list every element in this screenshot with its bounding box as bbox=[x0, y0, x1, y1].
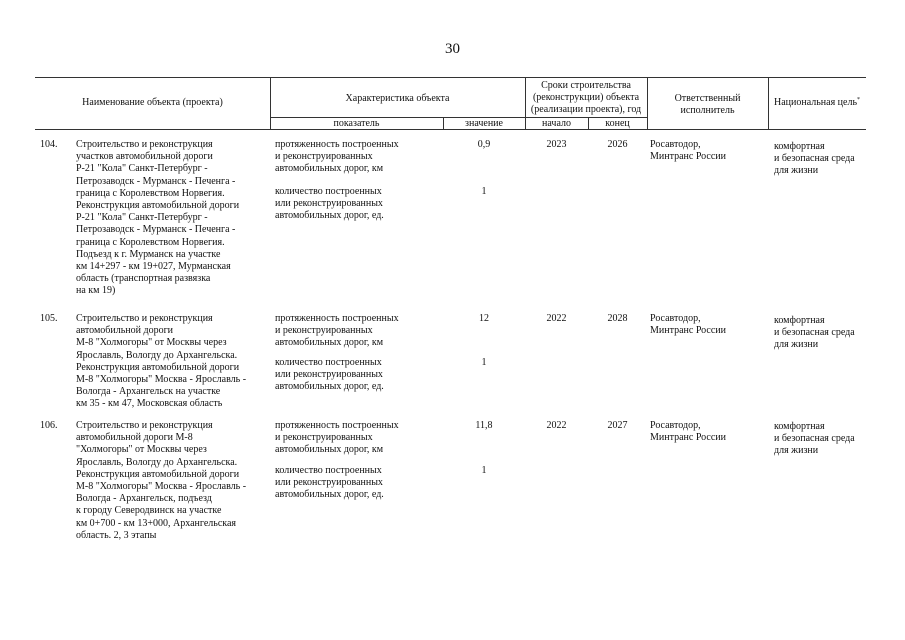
indicator-line: автомобильных дорог, ед. bbox=[275, 489, 384, 501]
object-name-line: км 0+700 - км 13+000, Архангельская bbox=[76, 517, 237, 529]
object-name-line: область (транспортная развязка bbox=[76, 273, 211, 285]
object-name-line: граница с Королевством Норвегия. bbox=[76, 236, 225, 248]
goal-line: комфортная bbox=[774, 141, 825, 152]
header-name: Наименование объекта (проекта) bbox=[82, 97, 223, 108]
header-responsible-line: Ответственный bbox=[674, 93, 741, 104]
indicator-line: протяженность построенных bbox=[275, 420, 399, 431]
goal-line: и безопасная среда bbox=[774, 327, 855, 339]
goal-line: для жизни bbox=[774, 339, 819, 351]
indicator-line: автомобильных дорог, км bbox=[275, 444, 384, 456]
page-number: 30 bbox=[445, 41, 460, 57]
header-terms-line: (реконструкции) объекта bbox=[532, 92, 640, 103]
start-year: 2022 bbox=[546, 313, 567, 324]
object-name-line: М-8 "Холмогоры" Москва - Ярославль - bbox=[76, 374, 247, 385]
header-start: начало bbox=[542, 118, 571, 129]
indicator-value: 1 bbox=[481, 186, 487, 197]
start-year: 2022 bbox=[546, 420, 567, 431]
header-top-rule bbox=[35, 77, 866, 78]
indicator-value: 11,8 bbox=[475, 420, 493, 431]
object-name-line: Реконструкция автомобильной дороги bbox=[76, 468, 240, 480]
header-terms-line: Сроки строительства bbox=[541, 80, 631, 91]
indicator-line: протяженность построенных bbox=[275, 139, 399, 150]
object-name-line: участков автомобильной дороги bbox=[76, 151, 213, 163]
indicator-line: и реконструированных bbox=[275, 325, 373, 337]
goal-line: для жизни bbox=[774, 165, 819, 177]
object-name-line: Р-21 "Кола" Санкт-Петербург - bbox=[76, 163, 208, 175]
object-name-line: на км 19) bbox=[76, 285, 116, 297]
responsible-line: Минтранс России bbox=[650, 151, 726, 163]
header-value: значение bbox=[465, 118, 503, 129]
header-responsible-line: исполнитель bbox=[680, 105, 735, 116]
indicator-line: протяженность построенных bbox=[275, 313, 399, 324]
indicator-line: автомобильных дорог, ед. bbox=[275, 381, 384, 393]
object-name-line: Петрозаводск - Мурманск - Печенга - bbox=[76, 224, 236, 236]
goal-line: и безопасная среда bbox=[774, 433, 855, 445]
object-name-line: Ярославль, Вологду до Архангельска. bbox=[76, 349, 238, 361]
object-name-line: Вологда - Архангельск, подъезд bbox=[76, 493, 212, 505]
responsible-line: Росавтодор, bbox=[650, 420, 701, 431]
indicator-line: количество построенных bbox=[275, 465, 382, 476]
header-goal bbox=[768, 97, 866, 109]
end-year: 2027 bbox=[607, 420, 628, 431]
header-indicator: показатель bbox=[333, 118, 380, 129]
object-name-line: область. 2, 3 этапы bbox=[76, 529, 157, 541]
goal-line: для жизни bbox=[774, 445, 819, 457]
object-name-line: Строительство и реконструкция bbox=[76, 420, 213, 431]
responsible-line: Минтранс России bbox=[650, 432, 726, 444]
start-year: 2023 bbox=[546, 139, 567, 150]
object-name-line: граница с Королевством Норвегия. bbox=[76, 187, 225, 199]
responsible-line: Минтранс России bbox=[650, 325, 726, 337]
indicator-value: 0,9 bbox=[477, 139, 491, 150]
object-name-line: км 35 - км 47, Московская область bbox=[76, 398, 223, 410]
indicator-value: 12 bbox=[479, 313, 489, 324]
responsible-line: Росавтодор, bbox=[650, 139, 701, 150]
indicator-line: или реконструированных bbox=[275, 369, 383, 381]
object-name-line: "Холмогоры" от Москвы через bbox=[76, 444, 207, 456]
header-end: конец bbox=[605, 118, 630, 129]
indicator-line: автомобильных дорог, км bbox=[275, 163, 384, 175]
indicator-line: или реконструированных bbox=[275, 198, 383, 210]
object-name-line: Реконструкция автомобильной дороги bbox=[76, 361, 240, 373]
end-year: 2026 bbox=[607, 139, 628, 150]
indicator-line: количество построенных bbox=[275, 186, 382, 197]
responsible-line: Росавтодор, bbox=[650, 313, 701, 324]
header-terms-line: (реализации проекта), год bbox=[530, 104, 642, 115]
object-name-line: Подъезд к г. Мурманск на участке bbox=[76, 248, 221, 260]
row-number: 105. bbox=[40, 313, 58, 324]
indicator-value: 1 bbox=[481, 465, 487, 476]
indicator-line: количество построенных bbox=[275, 357, 382, 368]
goal-line: и безопасная среда bbox=[774, 153, 855, 165]
object-name-line: М-8 "Холмогоры" Москва - Ярославль - bbox=[76, 481, 247, 492]
object-name-line: Вологда - Архангельск на участке bbox=[76, 386, 221, 398]
indicator-line: автомобильных дорог, км bbox=[275, 337, 384, 349]
object-name-line: Ярославль, Вологду до Архангельска. bbox=[76, 456, 238, 468]
object-name-line: М-8 "Холмогоры" от Москвы через bbox=[76, 337, 227, 349]
object-name-line: км 14+297 - км 19+027, Мурманская bbox=[76, 261, 231, 272]
object-name-line: Строительство и реконструкция bbox=[76, 139, 213, 150]
indicator-line: или реконструированных bbox=[275, 477, 383, 489]
header-goal-footnote: * bbox=[857, 97, 861, 103]
row-number: 106. bbox=[40, 420, 58, 431]
indicator-line: и реконструированных bbox=[275, 432, 373, 444]
header-characteristic: Характеристика объекта bbox=[345, 93, 450, 104]
object-name-line: Строительство и реконструкция bbox=[76, 313, 213, 324]
goal-line: комфортная bbox=[774, 315, 825, 326]
object-name-line: автомобильной дороги bbox=[76, 325, 174, 337]
end-year: 2028 bbox=[607, 313, 628, 324]
header-goal-text: Национальная цель bbox=[773, 97, 858, 108]
object-name-line: Петрозаводск - Мурманск - Печенга - bbox=[76, 175, 236, 187]
object-name-line: к городу Северодвинск на участке bbox=[76, 505, 222, 517]
indicator-line: автомобильных дорог, ед. bbox=[275, 210, 384, 222]
object-name-line: автомобильной дороги М-8 bbox=[76, 432, 193, 444]
object-name-line: Реконструкция автомобильной дороги bbox=[76, 200, 240, 211]
row-number: 104. bbox=[40, 139, 58, 150]
indicator-line: и реконструированных bbox=[275, 151, 373, 163]
object-name-line: Р-21 "Кола" Санкт-Петербург - bbox=[76, 212, 208, 224]
indicator-value: 1 bbox=[481, 357, 487, 368]
goal-line: комфортная bbox=[774, 421, 825, 432]
